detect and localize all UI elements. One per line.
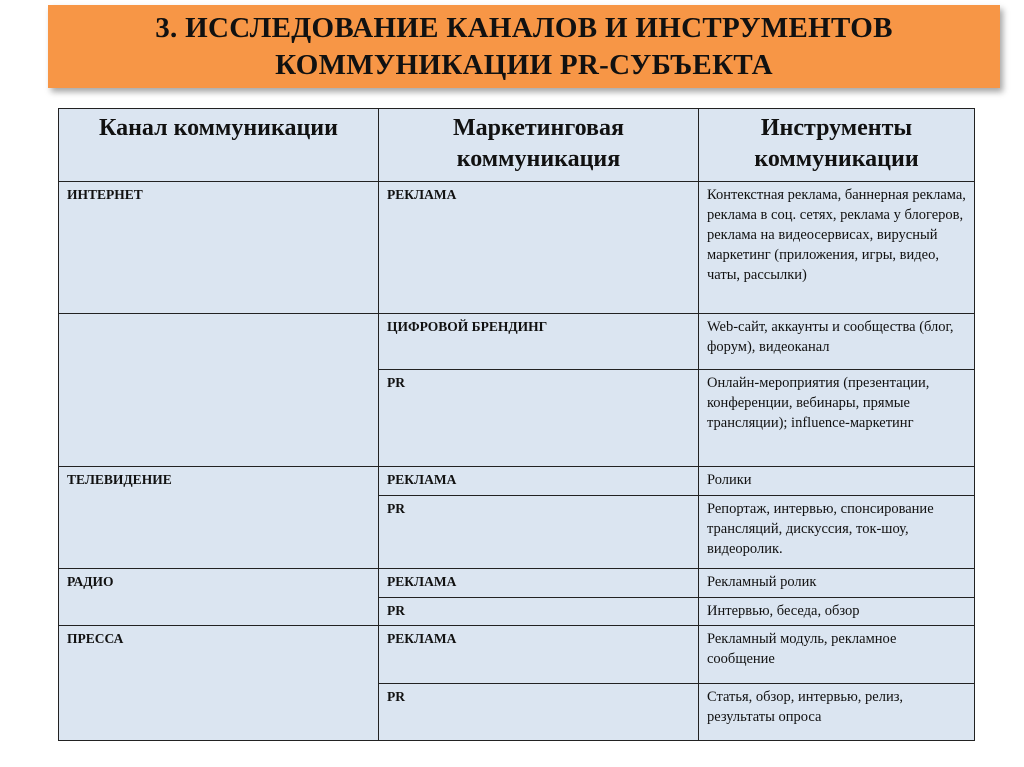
channel-cell-empty — [59, 314, 379, 467]
table-row — [59, 467, 975, 496]
type-cell: PR — [379, 496, 699, 569]
table-row — [59, 314, 975, 370]
tools-cell: Рекламный модуль, рекламное сообщение — [699, 626, 975, 684]
header-marketing: Маркетинговая коммуникация — [379, 109, 699, 182]
table-row — [59, 569, 975, 598]
type-cell: ЦИФРОВОЙ БРЕНДИНГ — [379, 314, 699, 370]
tools-cell: Онлайн-мероприятия (презентации, конференции, вебинары, прямые трансляции); influence-маркетинг — [699, 370, 975, 467]
title-line-1: 3. ИССЛЕДОВАНИЕ КАНАЛОВ И ИНСТРУМЕНТОВ — [155, 11, 893, 44]
channels-table — [58, 108, 975, 741]
tools-cell: Статья, обзор, интервью, релиз, результаты опроса — [699, 684, 975, 741]
tools-cell: Репортаж, интервью, спонсирование трансляций, дискуссия, ток-шоу, видеоролик. — [699, 496, 975, 569]
table-row — [59, 182, 975, 314]
header-tools: Инструменты коммуникации — [699, 109, 975, 182]
table-row — [59, 626, 975, 684]
type-cell: PR — [379, 370, 699, 467]
slide-title — [48, 5, 1000, 88]
tools-cell: Web-сайт, аккаунты и сообщества (блог, форум), видеоканал — [699, 314, 975, 370]
channel-cell: ПРЕССА — [59, 626, 379, 741]
tools-cell: Ролики — [699, 467, 975, 496]
channel-cell: ТЕЛЕВИДЕНИЕ — [59, 467, 379, 569]
type-cell: РЕКЛАМА — [379, 182, 699, 314]
title-line-2: КОММУНИКАЦИИ PR-СУБЪЕКТА — [275, 48, 773, 81]
type-cell: РЕКЛАМА — [379, 467, 699, 496]
type-cell: PR — [379, 598, 699, 626]
type-cell: РЕКЛАМА — [379, 626, 699, 684]
channel-cell: ИНТЕРНЕТ — [59, 182, 379, 314]
table-header-row — [59, 109, 975, 182]
tools-cell: Интервью, беседа, обзор — [699, 598, 975, 626]
tools-cell: Рекламный ролик — [699, 569, 975, 598]
tools-cell: Контекстная реклама, баннерная реклама, реклама в соц. сетях, реклама у блогеров, реклама на видеосервисах, вирусный маркетинг (приложения, игры, видео, чаты, рассылки) — [699, 182, 975, 314]
type-cell: PR — [379, 684, 699, 741]
type-cell: РЕКЛАМА — [379, 569, 699, 598]
header-channel: Канал коммуникации — [59, 109, 379, 182]
channel-cell: РАДИО — [59, 569, 379, 626]
